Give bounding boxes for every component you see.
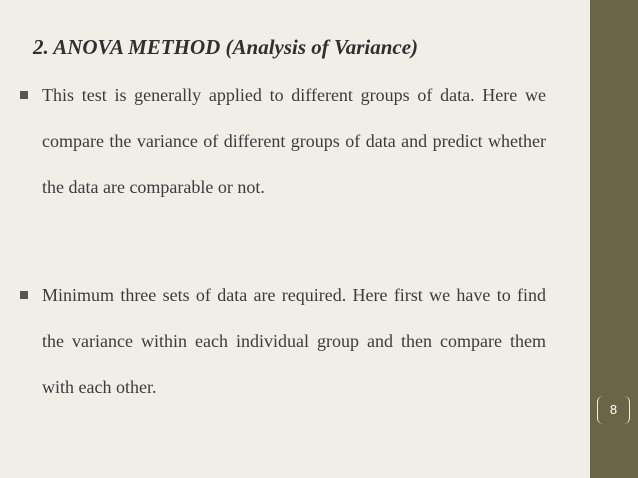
bullet-item xyxy=(20,272,546,410)
slide-title: 2. ANOVA METHOD (Analysis of Variance) xyxy=(33,35,419,59)
bullet-text: Minimum three sets of data are required. Here first we have to find the variance within each individual group and then compare them with each other. xyxy=(42,285,546,397)
bullet-item xyxy=(20,72,546,210)
bullet-square-icon xyxy=(20,291,28,299)
bullet-text: This test is generally applied to different groups of data. Here we compare the variance of different groups of data and predict whether the data are comparable or not. xyxy=(42,85,546,197)
page-number: 8 xyxy=(597,396,630,424)
bullet-square-icon xyxy=(20,91,28,99)
